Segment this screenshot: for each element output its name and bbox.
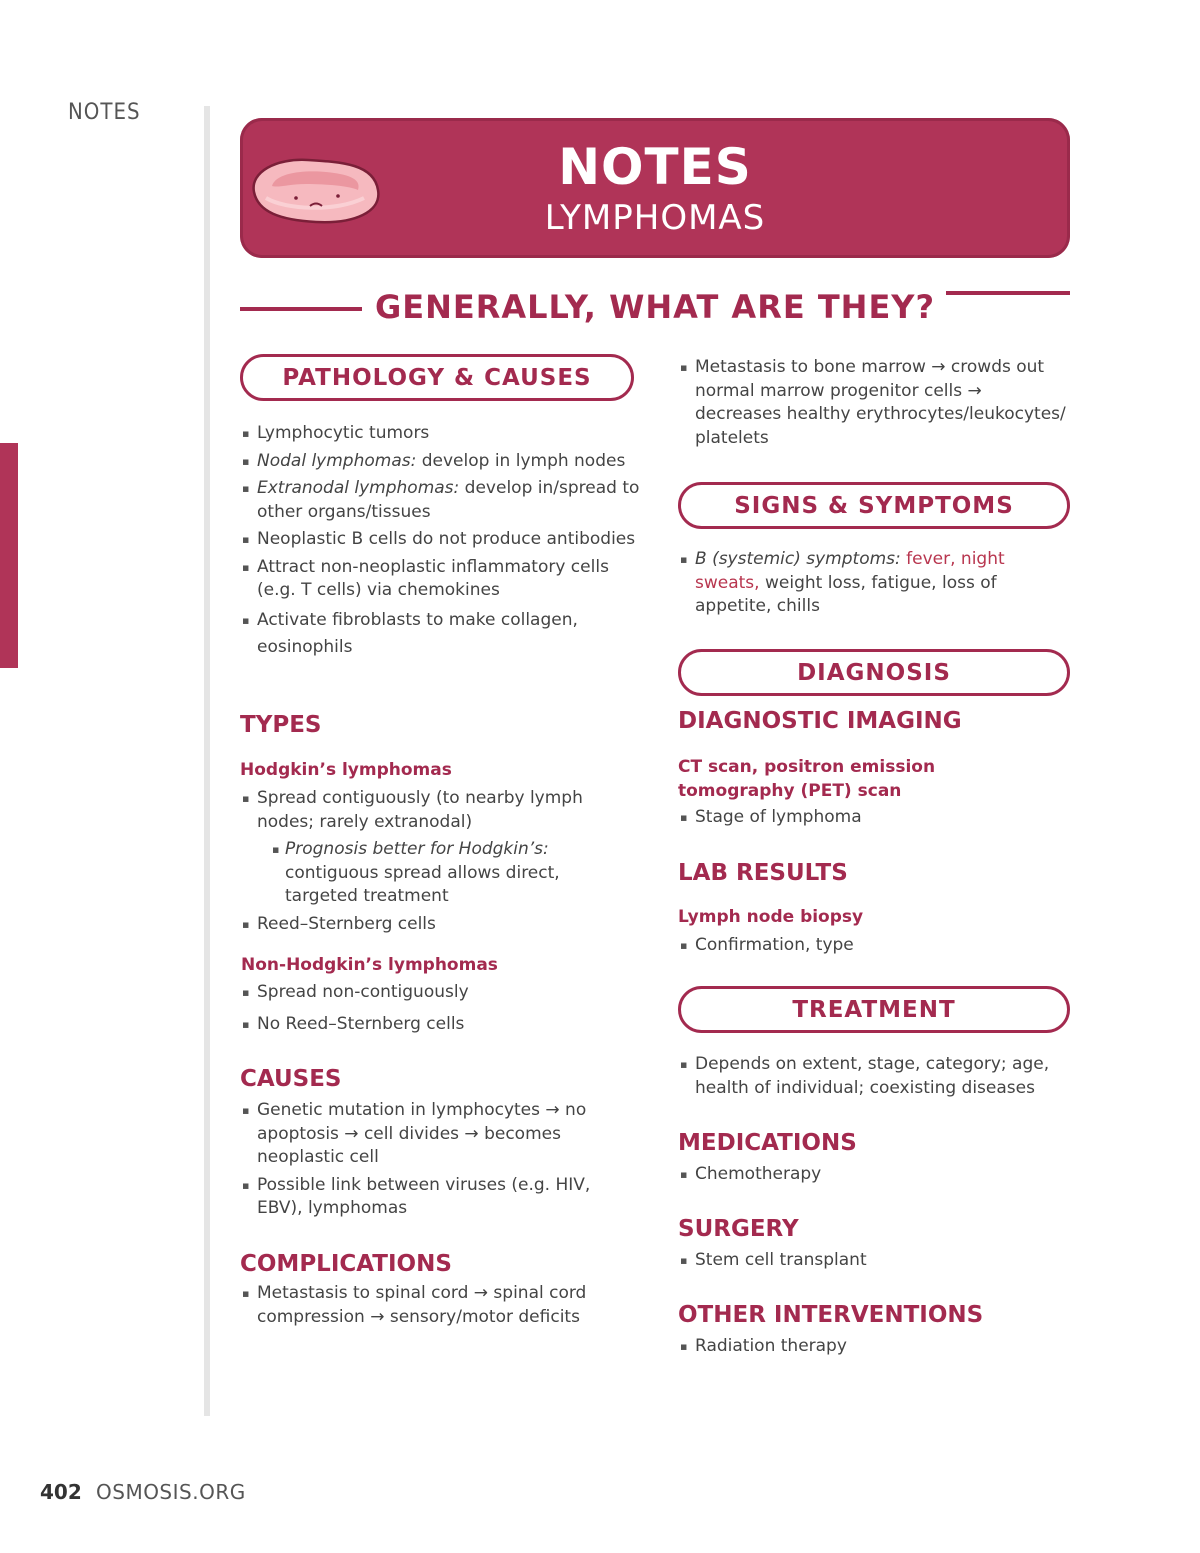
- list-item: ▪ Chemotherapy: [678, 1163, 1058, 1187]
- hodgkin-heading: Hodgkin’s lymphomas: [240, 760, 452, 780]
- list-item: ▪ Stage of lymphoma: [678, 806, 1058, 830]
- signs-symptoms-heading: SIGNS & SYMPTOMS: [678, 482, 1070, 529]
- banner-subtitle: LYMPHOMAS: [544, 198, 766, 238]
- non-hodgkin-list: [240, 981, 620, 1040]
- section-title: GENERALLY, WHAT ARE THEY?: [374, 288, 936, 326]
- diagnosis-heading: DIAGNOSIS: [678, 649, 1070, 696]
- list-item: ▪ Stem cell transplant: [678, 1249, 1058, 1273]
- list-item: ▪ Confirmation, type: [678, 934, 1058, 958]
- treatment-list: [678, 1053, 1063, 1104]
- pathology-causes-heading: PATHOLOGY & CAUSES: [240, 354, 634, 401]
- list-item: ▪ Neoplastic B cells do not produce antibodies: [240, 528, 640, 552]
- types-heading: TYPES: [240, 712, 322, 738]
- treatment-heading: TREATMENT: [678, 986, 1070, 1033]
- diagnostic-imaging-heading: DIAGNOSTIC IMAGING: [678, 708, 962, 734]
- list-item: ▪ Genetic mutation in lymphocytes → no apoptosis → cell divides → becomes neoplastic cell: [240, 1099, 610, 1170]
- list-item: ▪ Prognosis better for Hodgkin’s: contiguous spread allows direct, targeted treatment: [240, 838, 575, 909]
- side-notes-label: NOTES: [68, 100, 141, 125]
- list-item: ▪ Metastasis to bone marrow → crowds out normal marrow progenitor cells → decreases healthy erythrocytes/leukocytes/ platelets: [678, 356, 1070, 450]
- imaging-list: [678, 806, 1058, 834]
- list-item: ▪ Reed–Sternberg cells: [240, 913, 620, 937]
- causes-list: [240, 1099, 610, 1225]
- list-item: ▪ Extranodal lymphomas: develop in/spread to other organs/tissues: [240, 477, 640, 524]
- list-item: ▪ Spread non-contiguously: [240, 981, 620, 1005]
- other-interventions-list: [678, 1335, 1058, 1363]
- complications-list-left: [240, 1282, 620, 1333]
- surgery-heading: SURGERY: [678, 1216, 799, 1242]
- hodgkin-list: [240, 787, 620, 940]
- medications-heading: MEDICATIONS: [678, 1130, 857, 1156]
- pathology-list: [240, 422, 640, 665]
- causes-heading: CAUSES: [240, 1066, 342, 1092]
- lab-subheading: Lymph node biopsy: [678, 907, 864, 927]
- complications-list-right: [678, 356, 1070, 454]
- list-item: ▪ B (systemic) symptoms: fever, night sweats, weight loss, fatigue, loss of appetite, chills: [678, 548, 1018, 619]
- signs-list: [678, 548, 1018, 623]
- title-rule-right: [946, 291, 1070, 295]
- list-item: ▪ Possible link between viruses (e.g. HIV, EBV), lymphomas: [240, 1174, 610, 1221]
- footer-site-link[interactable]: OSMOSIS.ORG: [96, 1480, 246, 1504]
- complications-heading: COMPLICATIONS: [240, 1251, 452, 1277]
- page-number: 402: [40, 1480, 82, 1504]
- lab-list: [678, 934, 1058, 962]
- list-item: ▪ Metastasis to spinal cord → spinal cord compression → sensory/motor deficits: [240, 1282, 620, 1329]
- title-rule-left: [240, 307, 362, 311]
- medications-list: [678, 1163, 1058, 1191]
- list-item: ▪ Nodal lymphomas: develop in lymph nodes: [240, 450, 640, 474]
- lab-results-heading: LAB RESULTS: [678, 860, 848, 886]
- list-item: ▪ Attract non-neoplastic inflammatory cells (e.g. T cells) via chemokines: [240, 556, 640, 603]
- list-item: ▪ Depends on extent, stage, category; age, health of individual; coexisting diseases: [678, 1053, 1063, 1100]
- list-item: ▪ Activate fibroblasts to make collagen, eosinophils: [240, 607, 640, 661]
- non-hodgkin-heading: Non-Hodgkin’s lymphomas: [241, 955, 498, 975]
- imaging-subheading: CT scan, positron emission tomography (PET) scan: [678, 757, 936, 801]
- other-interventions-heading: OTHER INTERVENTIONS: [678, 1302, 984, 1328]
- surgery-list: [678, 1249, 1058, 1277]
- list-item: ▪ Radiation therapy: [678, 1335, 1058, 1359]
- list-item: ▪ No Reed–Sternberg cells: [240, 1013, 620, 1037]
- left-accent-bar: [0, 443, 18, 668]
- banner-title: NOTES: [558, 138, 752, 196]
- list-item: ▪ Lymphocytic tumors: [240, 422, 640, 446]
- list-item: ▪ Spread contiguously (to nearby lymph nodes; rarely extranodal): [240, 787, 620, 834]
- vertical-divider: [204, 106, 210, 1416]
